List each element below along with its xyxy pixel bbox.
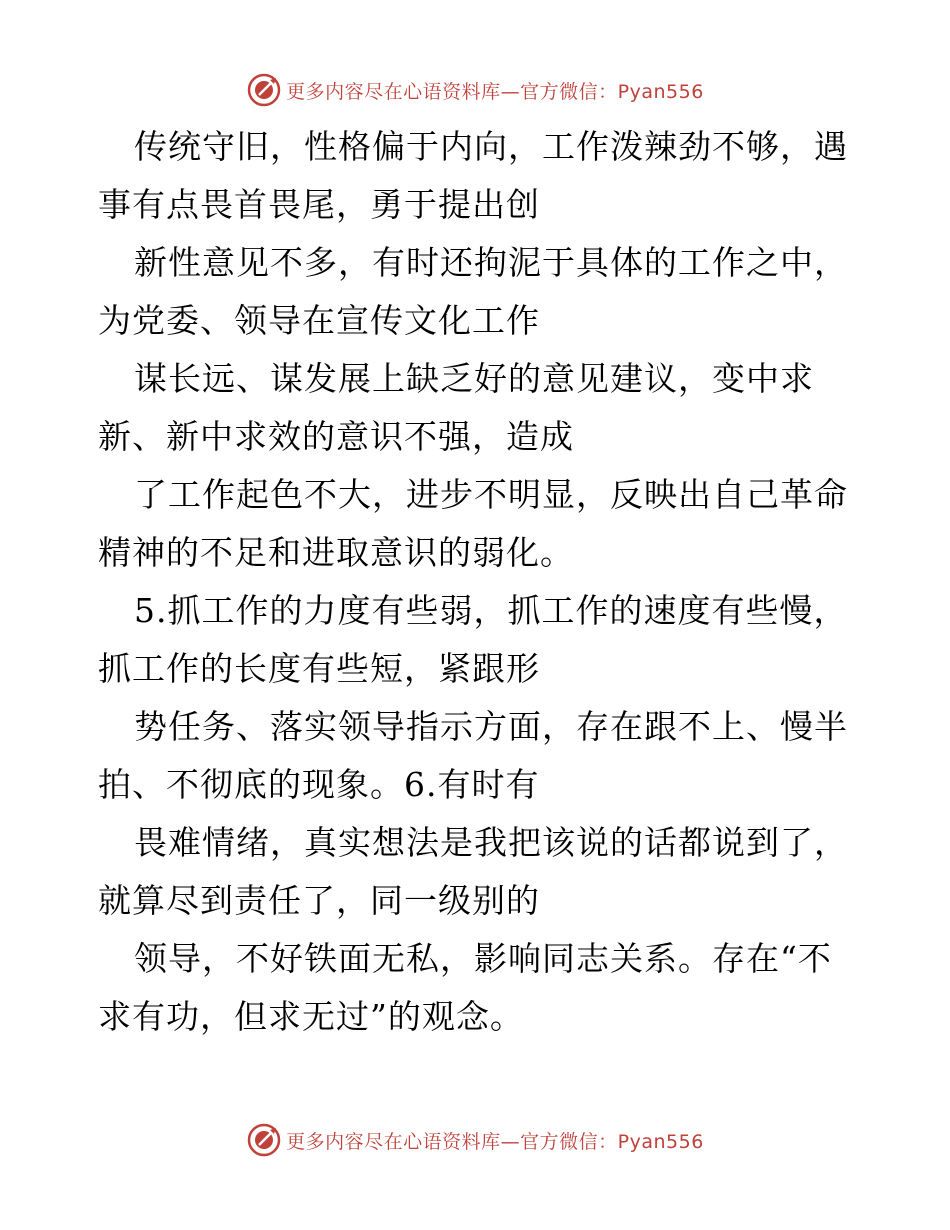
- document-body: [98, 118, 858, 1046]
- paragraph-line: 拍、不彻底的现象。6.有时有: [98, 765, 540, 804]
- paragraph-line: 势任务、落实领导指示方面，存在跟不上、慢半: [134, 707, 848, 746]
- paragraph-line: 精神的不足和进取意识的弱化。: [98, 533, 574, 572]
- paragraph-line: 就算尽到责任了，同一级别的: [98, 881, 540, 920]
- paragraph-line: 谋长远、谋发展上缺乏好的意见建议，变中求: [134, 359, 814, 398]
- paragraph-line: 新、新中求效的意识不强，造成: [98, 417, 574, 456]
- paragraph-line: 为党委、领导在宣传文化工作: [98, 301, 540, 340]
- paragraph-line: 了工作起色不大，进步不明显，反映出自己革命: [134, 475, 848, 514]
- paragraph-line: 求有功，但求无过”的观念。: [98, 997, 524, 1036]
- paragraph-line: 事有点畏首畏尾，勇于提出创: [98, 185, 540, 224]
- seal-logo-icon: [246, 72, 282, 108]
- footer-banner-text: 更多内容尽在心语资料库—官方微信：Pyan556: [286, 1130, 704, 1153]
- paragraph-line: 抓工作的长度有些短，紧跟形: [98, 649, 540, 688]
- paragraph-line: 领导，不好铁面无私，影响同志关系。存在“不: [134, 939, 832, 978]
- seal-logo-icon: [246, 1122, 282, 1158]
- header-banner-text: 更多内容尽在心语资料库—官方微信：Pyan556: [286, 80, 704, 103]
- paragraph-line: 新性意见不多，有时还拘泥于具体的工作之中，: [134, 243, 848, 282]
- paragraph-line: 畏难情绪，真实想法是我把该说的话都说到了，: [134, 823, 848, 862]
- paragraph-line: 5.抓工作的力度有些弱，抓工作的速度有些慢，: [134, 591, 848, 630]
- header-banner: [0, 70, 950, 110]
- paragraph-line: 传统守旧，性格偏于内向，工作泼辣劲不够，遇: [134, 127, 848, 166]
- footer-banner: [0, 1120, 950, 1160]
